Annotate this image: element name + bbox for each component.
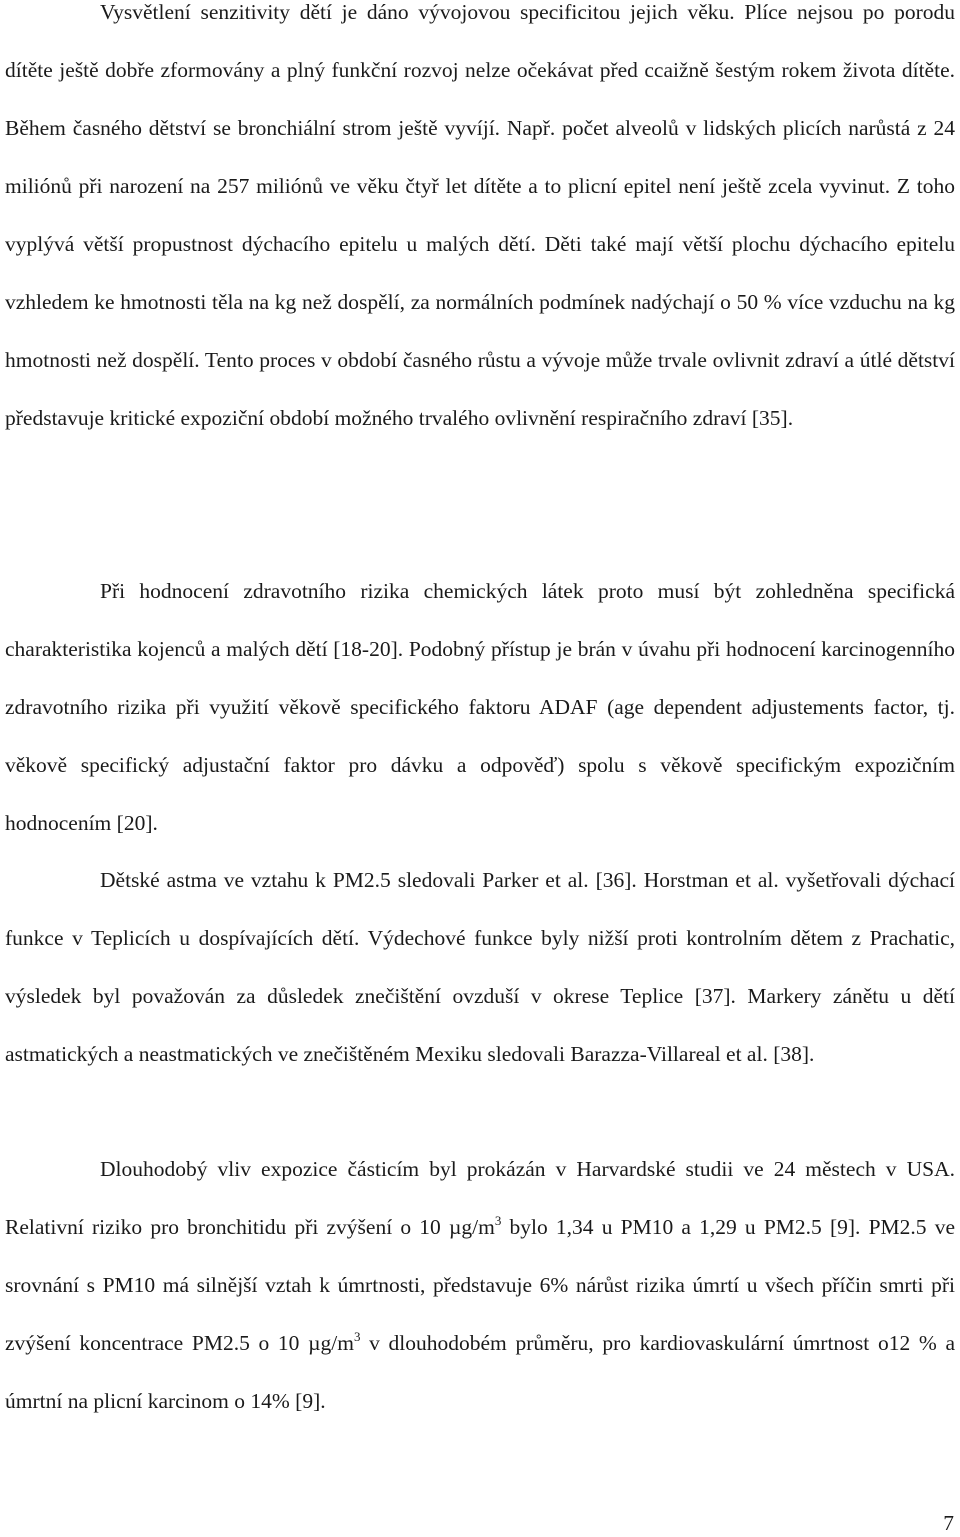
paragraph-children-sensitivity: [5, 0, 955, 447]
paragraph-harvard-study: [5, 1140, 955, 1430]
superscript-exponent: 3: [494, 1213, 502, 1228]
paragraph-text-part: Dlouhodobý vliv expozice částicím byl prokázán v Harvardské studii ve 24 městech v USA. Relativní riziko pro bronchitidu při zvýšení o 10 µg/m: [5, 1157, 955, 1239]
paragraph-risk-assessment: [5, 562, 955, 852]
paragraph-text-part: v dlouhodobém průměru, pro kardiovaskulární úmrtnost o12 % a úmrtní na plicní karcinom o 14% [9].: [5, 1331, 955, 1413]
paragraph-text: Dětské astma ve vztahu k PM2.5 sledovali Parker et al. [36]. Horstman et al. vyšetřovali dýchací funkce v Teplicích u dospívajících dětí. Výdechové funkce byly nižší proti kontrolním dětem z Prachatic, výsledek byl považován za důsledek znečištění ovzduší v okrese Teplice [37]. Markery zánětu u dětí astmatických a neastmatických ve znečištěném Mexiku sledovali Barazza-Villareal et al. [38].: [5, 868, 955, 1066]
superscript-exponent: 3: [353, 1329, 361, 1344]
paragraph-text: Vysvětlení senzitivity dětí je dáno vývojovou specificitou jejich věku. Plíce nejsou po porodu dítěte ještě dobře zformovány a plný funkční rozvoj nelze očekávat před ccaižně šestým rokem života dítěte. Během časného dětství se bronchiální strom ještě vyvíjí. Např. počet alveolů v lidských plicích narůstá z 24 miliónů při narození na 257 miliónů ve věku čtyř let dítěte a to plicní epitel není ještě zcela vyvinut. Z toho vyplývá větší propustnost dýchacího epitelu u malých dětí. Děti také mají větší plochu dýchacího epitelu vzhledem ke hmotnosti těla na kg než dospělí, za normálních podmínek nadýchají o 50 % více vzduchu na kg hmotnosti než dospělí. Tento proces v období časného růstu a vývoje může trvale ovlivnit zdraví a útlé dětství představuje kritické expoziční období možného trvalého ovlivnění respiračního zdraví [35].: [5, 0, 955, 430]
paragraph-text: Při hodnocení zdravotního rizika chemických látek proto musí být zohledněna specifická charakteristika kojenců a malých dětí [18-20]. Podobný přístup je brán v úvahu při hodnocení karcinogenního zdravotního rizika při využití věkově specifického faktoru ADAF (age dependent adjustements factor, tj. věkově specifický adjustační faktor pro dávku a odpověď) spolu s věkově specifickým expozičním hodnocením [20].: [5, 579, 955, 835]
paragraph-text-part: bylo 1,34 u PM10 a 1,29 u PM2.5 [9]. PM2.5 ve srovnání s PM10 má silnější vztah k úmrtnosti, představuje 6% nárůst rizika úmrtí u všech příčin smrti při zvýšení koncentrace PM2.5 o 10 µg/m: [5, 1215, 955, 1355]
paragraph-childhood-asthma: [5, 851, 955, 1083]
page-number: 7: [943, 1511, 954, 1535]
